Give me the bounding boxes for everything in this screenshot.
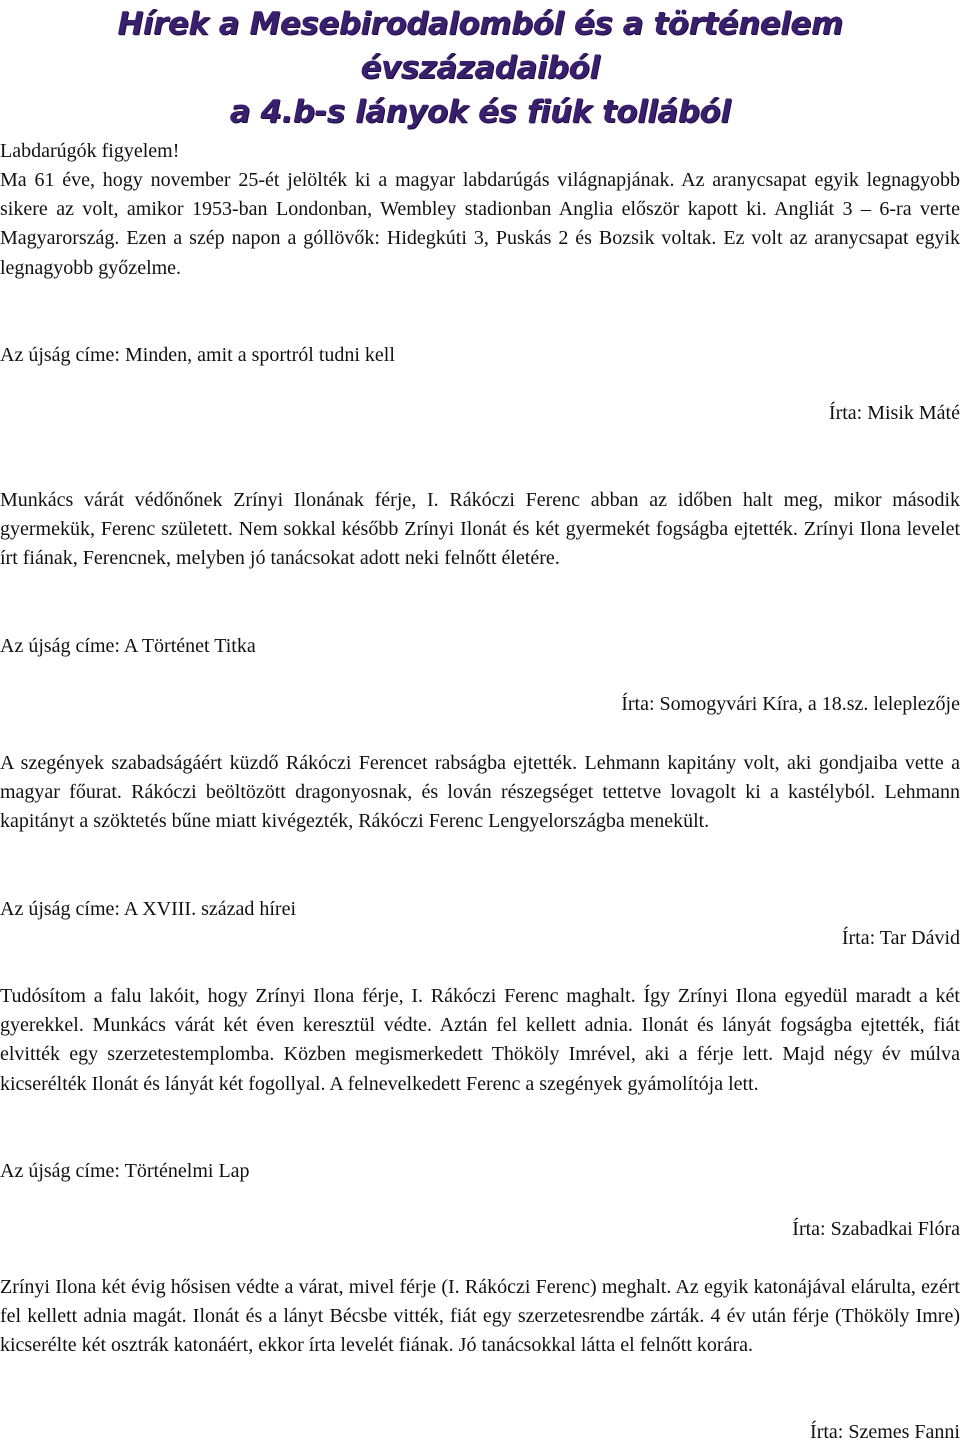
article-1-body: Ma 61 éve, hogy november 25-ét jelölték ki a magyar labdarúgás világnapjának. Az aranycsapat egyik legnagyobb sikere az volt, amikor 1953-ban Londonban, Wembley stadionban Anglia először kapott ki. Angliát 3 – 6-ra verte Magyarország. Ezen a szép napon a góllövők: Hidegkúti 3, Puskás 2 és Bozsik voltak. Ez volt az aranycsapat egyik legnagyobb győzelme. <box>0 169 960 279</box>
article-3-paper-title: Az újság címe: A XVIII. század hírei <box>0 898 297 920</box>
newsletter-title <box>0 2 960 134</box>
article-4-author: Írta: Szabadkai Flóra <box>792 1218 960 1240</box>
title-line-2: a 4.b-s lányok és fiúk tollából <box>229 94 731 130</box>
article-4-paper-title: Az újság címe: Történelmi Lap <box>0 1160 250 1182</box>
article-2-author: Írta: Somogyvári Kíra, a 18.sz. leleplezője <box>621 693 960 715</box>
article-2-paper-title: Az újság címe: A Történet Titka <box>0 635 256 657</box>
article-3-author: Írta: Tar Dávid <box>841 927 960 949</box>
article-2-body: Munkács várát védőnőnek Zrínyi Ilonának férje, I. Rákóczi Ferenc abban az időben halt meg, mikor második gyermekük, Ferenc született. Nem sokkal később Zrínyi Ilonát és két gyermekét fogságba ejtették. Zrínyi Ilona levelet írt fiának, Ferencnek, melyben jó tanácsokat adott neki felnőtt életére. <box>0 489 960 570</box>
article-1-author: Írta: Misik Máté <box>828 402 960 424</box>
article-5-body: Zrínyi Ilona két évig hősisen védte a várat, mivel férje (I. Rákóczi Ferenc) meghalt. Az egyik katonájával elárulta, ezért fel kellett adnia magát. Ilonát és a lányt Bécsbe vitték, fiát egy szerzetesrendbe zárták. 4 év után férje (Thököly Imre) kicserélte két osztrák katonáért, ekkor írta levelét fiának. Jó tanácsokkal látta el felnőtt korára. <box>0 1276 960 1357</box>
article-3-body: A szegények szabadságáért küzdő Rákóczi Ferencet rabságba ejtették. Lehmann kapitány volt, aki gondjaiba vette a magyar főurat. Rákóczi beöltözött dragonyosnak, és lován részegséget tettetve lovagolt ki a kastélyból. Lehmann kapitányt a szöktetés bűne miatt kivégezték, Rákóczi Ferenc Lengyelországba menekült. <box>0 752 960 833</box>
article-1-heading: Labdarúgók figyelem! <box>0 140 180 162</box>
article-5-author: Írta: Szemes Fanni <box>810 1421 960 1443</box>
article-4-body: Tudósítom a falu lakóit, hogy Zrínyi Ilona férje, I. Rákóczi Ferenc maghalt. Így Zrínyi Ilona egyedül maradt a két gyerekkel. Munkács várát két éven keresztül védte. Aztán fel kellett adnia. Ilonát és lányát fogságba ejtették, fiát elvitték egy szerzetestemplomba. Közben megismerkedett Thököly Imrével, aki a férje lett. Majd négy év múlva kicserélték Ilonát és lányát két fogollyal. A felnevelkedett Ferenc a szegények gyámolítója lett. <box>0 985 960 1095</box>
title-line-1: Hírek a Mesebirodalomból és a történelem évszázadaiból <box>117 6 843 86</box>
article-1-paper-title: Az újság címe: Minden, amit a sportról tudni kell <box>0 344 395 366</box>
